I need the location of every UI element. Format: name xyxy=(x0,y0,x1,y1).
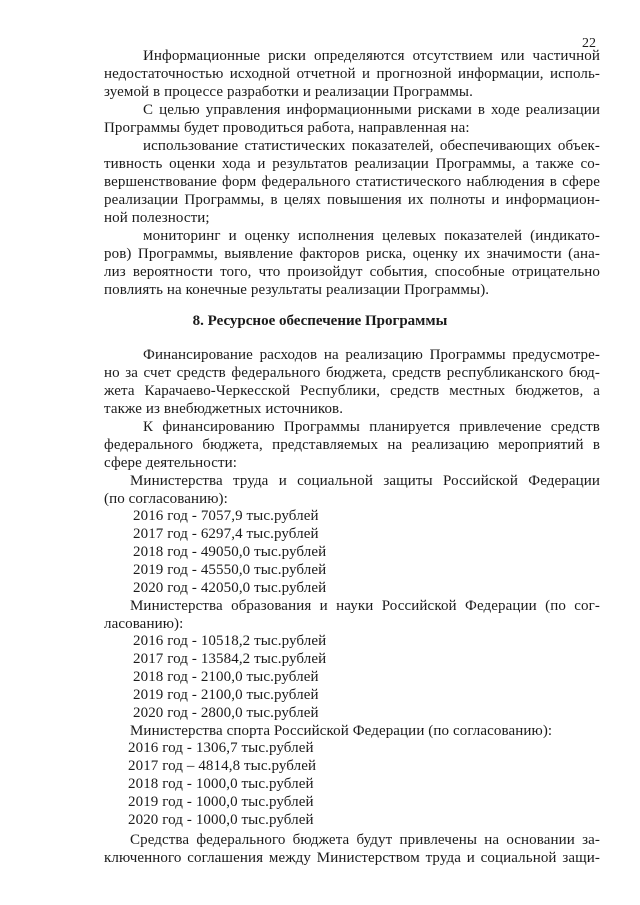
text-line: Финансирование расходов на реализацию Программы предусмотре- xyxy=(143,347,600,363)
text-line: ной полезности; xyxy=(104,210,210,226)
text-line: Министерства спорта Российской Федерации (по согласованию): xyxy=(130,723,553,739)
text-line: ров) Программы, выявление факторов риска, оценку их значимости (ана- xyxy=(104,246,600,262)
section-heading: 8. Ресурсное обеспечение Программы xyxy=(192,313,448,329)
text-line: 2016 год - 10518,2 тыс.рублей xyxy=(133,633,327,649)
text-line: 2019 год - 45550,0 тыс.рублей xyxy=(133,562,327,578)
text-line: 2019 год - 2100,0 тыс.рублей xyxy=(133,687,319,703)
text-line: 2020 год - 42050,0 тыс.рублей xyxy=(133,580,327,596)
text-line: жета Карачаево-Черкесской Республики, средств местных бюджетов, а xyxy=(104,383,600,399)
text-line: также из внебюджетных источников. xyxy=(104,401,344,417)
text-line: Программы будет проводиться работа, направленная на: xyxy=(104,120,470,136)
text-line: 2017 год – 4814,8 тыс.рублей xyxy=(128,758,317,774)
text-line: С целью управления информационными рисками в ходе реализации xyxy=(143,102,600,118)
text-line: 2020 год - 1000,0 тыс.рублей xyxy=(128,812,314,828)
text-line: 2018 год - 49050,0 тыс.рублей xyxy=(133,544,327,560)
text-line: использование статистических показателей, обеспечивающих объек- xyxy=(143,138,600,154)
text-line: 2018 год - 2100,0 тыс.рублей xyxy=(133,669,319,685)
text-line: зуемой в процессе разработки и реализации Программы. xyxy=(104,84,473,100)
text-line: лиз вероятности того, что произойдут события, способные отрицательно xyxy=(104,264,600,280)
text-line: 2017 год - 6297,4 тыс.рублей xyxy=(133,526,319,542)
text-line: 2017 год - 13584,2 тыс.рублей xyxy=(133,651,327,667)
text-line: недостаточностью исходной отчетной и прогнозной информации, исполь- xyxy=(104,66,600,82)
text-line: Министерства труда и социальной защиты Российской Федерации xyxy=(130,473,600,489)
text-line: федерального бюджета, представляемых на реализацию мероприятий в xyxy=(104,437,600,453)
text-line: 2019 год - 1000,0 тыс.рублей xyxy=(128,794,314,810)
text-line: мониторинг и оценку исполнения целевых показателей (индикато- xyxy=(143,228,600,244)
text-line: тивность оценки хода и результатов реализации Программы, а также со- xyxy=(104,156,600,172)
text-line: 2020 год - 2800,0 тыс.рублей xyxy=(133,705,319,721)
text-line: сфере деятельности: xyxy=(104,455,238,471)
text-line: но за счет средств федерального бюджета, средств республиканского бюд- xyxy=(104,365,600,381)
text-line: повлиять на конечные результаты реализации Программы). xyxy=(104,282,490,298)
text-line: Средства федерального бюджета будут привлечены на основании за- xyxy=(130,832,600,848)
text-line: ключенного соглашения между Министерством труда и социальной защи- xyxy=(104,850,600,866)
text-line: Министерства образования и науки Российской Федерации (по сог- xyxy=(130,598,600,614)
page-number: 22 xyxy=(582,36,596,51)
text-line: 2016 год - 1306,7 тыс.рублей xyxy=(128,740,314,756)
text-line: (по согласованию): xyxy=(104,491,228,507)
text-line: реализации Программы, в целях повышения их полноты и информацион- xyxy=(104,192,600,208)
text-line: вершенствование форм федерального статистического наблюдения в сфере xyxy=(104,174,600,190)
text-line: ласованию): xyxy=(104,616,184,632)
text-line: 2018 год - 1000,0 тыс.рублей xyxy=(128,776,314,792)
text-line: К финансированию Программы планируется привлечение средств xyxy=(143,419,600,435)
text-line: Информационные риски определяются отсутствием или частичной xyxy=(143,48,600,64)
text-line: 2016 год - 7057,9 тыс.рублей xyxy=(133,508,319,524)
